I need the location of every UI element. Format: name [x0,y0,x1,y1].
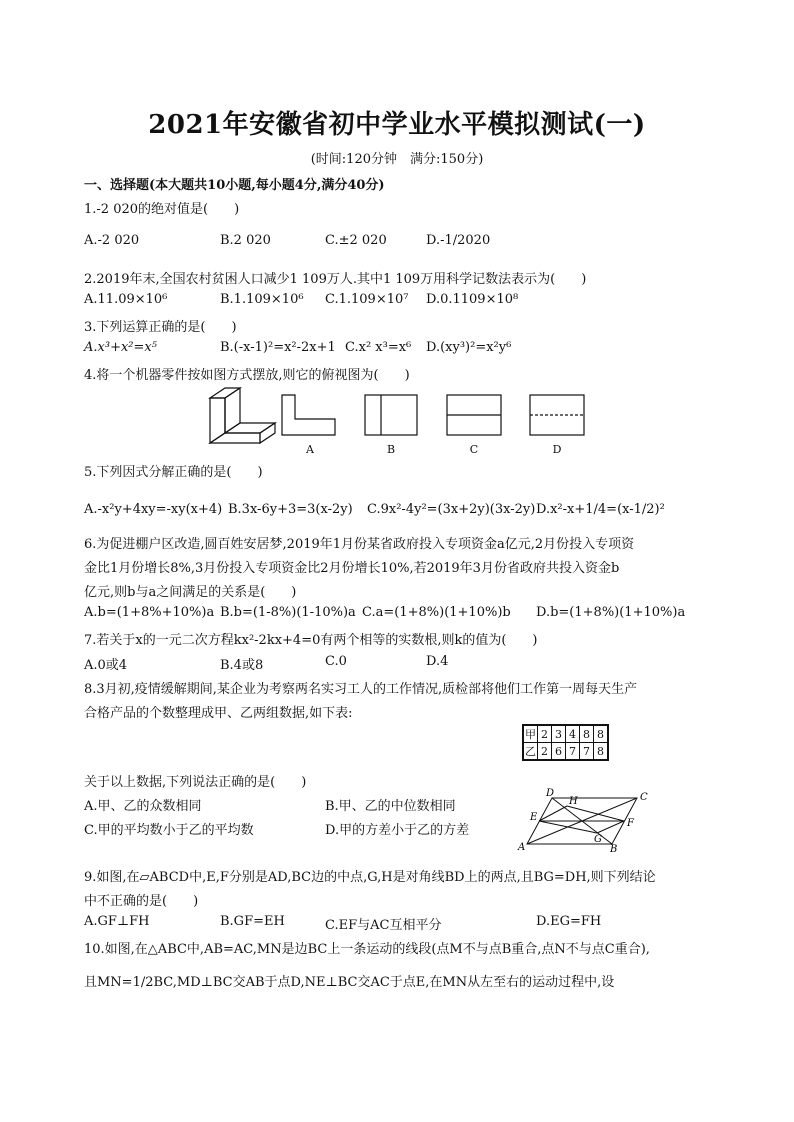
table-cell: 8 [594,743,609,761]
q7-stem: 7.若关于x的一元二次方程kx²-2kx+4=0有两个相等的实数根,则k的值为( ) [84,633,538,648]
option-a-view [282,395,335,435]
table-row [523,725,608,743]
q9-option-d: D.EG=FH [536,914,602,929]
table-cell: 8 [580,725,594,743]
point-label-d: D [546,788,555,799]
q2-option-a: A.11.09×10⁶ [84,292,168,307]
q3-option-b: B.(-x-1)²=x²-2x+1 [220,340,336,355]
q9-option-b: B.GF=EH [220,914,285,929]
q5-option-a: A.-x²y+4xy=-xy(x+4) [84,502,223,517]
q4-label-c: C [469,443,479,456]
q6-option-b: B.b=(1-8%)(1-10%)a [220,605,356,620]
q8-option-a: A.甲、乙的众数相同 [84,799,202,814]
option-b-view [365,395,417,435]
table-cell: 甲 [523,725,538,743]
point-label-g: G [594,834,602,845]
table-cell: 4 [566,725,580,743]
page-title: 2021年安徽省初中学业水平模拟测试(一) [148,110,646,140]
q7-option-d: D.4 [426,654,449,669]
q9-line2: 中不正确的是( ) [84,894,199,909]
q8-data-table [522,724,609,761]
table-cell: 8 [594,725,609,743]
q1-stem: 1.-2 020的绝对值是( ) [84,202,240,217]
q4-label-a: A [306,443,314,456]
q6-line3: 亿元,则b与a之间满足的关系是( ) [84,585,297,600]
q4-label-b: B [386,443,396,456]
q2-option-d: D.0.1109×10⁸ [426,292,519,307]
table-cell: 2 [538,725,552,743]
table-cell: 3 [552,725,566,743]
q8-line3: 关于以上数据,下列说法正确的是( ) [84,775,307,790]
option-d-view [530,395,584,435]
table-cell: 乙 [523,743,538,761]
q10-line1: 10.如图,在△ABC中,AB=AC,MN是边BC上一条运动的线段(点M不与点B重合,点N不与点C重合), [84,942,650,957]
q6-option-a: A.b=(1+8%+10%)a [84,605,215,620]
q5-option-b: B.3x-6y+3=3(x-2y) [228,502,353,517]
option-c-view [447,395,501,435]
table-cell: 6 [552,743,566,761]
q5-option-c: C.9x²-4y²=(3x+2y)(3x-2y) [367,502,536,517]
point-label-a: A [518,842,526,852]
q5-stem: 5.下列因式分解正确的是( ) [84,465,263,480]
q2-stem: 2.2019年末,全国农村贫困人口减少1 109万人.其中1 109万用科学记数法表示为( ) [84,272,587,287]
q3-stem: 3.下列运算正确的是( ) [84,320,237,335]
point-label-b: B [610,844,618,852]
q9-option-c: C.EF与AC互相平分 [325,918,442,933]
q8-option-b: B.甲、乙的中位数相同 [325,799,456,814]
q1-option-d: D.-1/2020 [426,233,491,248]
q6-option-c: C.a=(1+8%)(1+10%)b [362,605,511,620]
q6-line2: 金比1月份增长8%,3月份投入专项资金比2月份增长10%,若2019年3月份省政府共投入资金b [84,561,620,576]
point-label-c: C [640,792,648,803]
q3-option-d: D.(xy³)²=x²y⁶ [426,340,512,355]
point-label-h: H [569,796,578,807]
q4-stem: 4.将一个机器零件按如图方式摆放,则它的俯视图为( ) [84,368,410,383]
q3-option-a: A.x³+x²=x⁵ [84,340,157,355]
q7-option-a: A.0或4 [84,658,128,673]
q8-option-c: C.甲的平均数小于乙的平均数 [84,823,254,838]
q9-line1: 9.如图,在▱ABCD中,E,F分别是AD,BC边的中点,G,H是对角线BD上的两点,且BG=DH,则下列结论 [84,870,656,885]
q8-line2: 合格产品的个数整理成甲、乙两组数据,如下表: [84,706,353,721]
q1-option-c: C.±2 020 [325,233,387,248]
table-cell: 2 [538,743,552,761]
q6-option-d: D.b=(1+8%)(1+10%)a [536,605,686,620]
point-label-e: E [530,812,538,823]
q4-label-d: D [552,443,562,456]
q1-option-a: A.-2 020 [84,233,140,248]
table-row [523,743,608,761]
point-label-f: F [627,818,634,829]
q7-option-b: B.4或8 [220,658,264,673]
table-cell: 7 [580,743,594,761]
machine-part-drawing [210,388,275,443]
q2-option-b: B.1.109×10⁶ [220,292,304,307]
q5-option-d: D.x²-x+1/4=(x-1/2)² [536,502,665,517]
q6-line1: 6.为促进棚户区改造,圆百姓安居梦,2019年1月份某省政府投入专项资金a亿元,2月份投入专项资 [84,537,635,552]
q7-option-c: C.0 [325,654,347,669]
section-heading: 一、选择题(本大题共10小题,每小题4分,满分40分) [84,178,385,193]
page-subtitle: (时间:120分钟 满分:150分) [310,152,484,167]
table-cell: 7 [566,743,580,761]
q4-figure [200,383,640,453]
q9-option-a: A.GF⊥FH [84,914,150,929]
q2-option-c: C.1.109×10⁷ [325,292,409,307]
q8-line1: 8.3月初,疫情缓解期间,某企业为考察两名实习工人的工作情况,质检部将他们工作第一周每天生产 [84,682,638,697]
q8-option-d: D.甲的方差小于乙的方差 [325,823,470,838]
q1-option-b: B.2 020 [220,233,271,248]
q9-parallelogram-figure [512,786,662,852]
q10-line2: 且MN=1/2BC,MD⊥BC交AB于点D,NE⊥BC交AC于点E,在MN从左至右的运动过程中,设 [84,975,615,990]
q3-option-c: C.x² x³=x⁶ [345,340,412,355]
